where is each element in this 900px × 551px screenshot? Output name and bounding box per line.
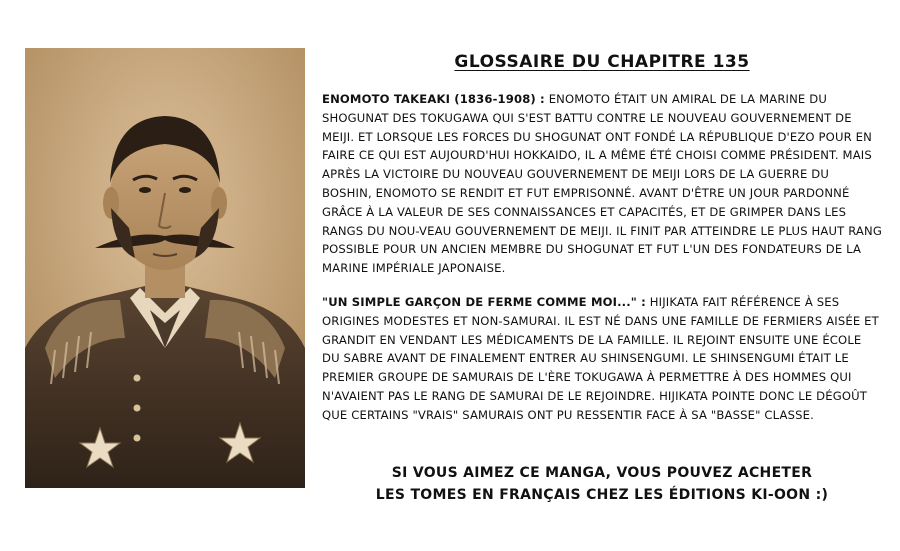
closing-line: SI VOUS AIMEZ CE MANGA, VOUS POUVEZ ACHETER xyxy=(391,465,813,481)
portrait-photo-enomoto-takeaki-icon xyxy=(25,48,305,488)
glossary-definition: HIJIKATA FAIT RÉFÉRENCE À SES ORIGINES MODESTES ET NON-SAMURAI. IL EST NÉ DANS UNE FAMILLE DE FERMIERS AISÉE ET GRANDIT EN VENDANT LES MÉDICAMENTS DE LA FAMILLE. IL REJOINT ENSUITE UNE ÉCOLE DU SABRE AVANT DE FINALEMENT ENTRER AU SHINSENGUMI. LE SHINSENGUMI ÉTAIT LE PREMIER GROUPE DE SAMURAIS DE L'ÈRE TOKUGAWA À PERMETTRE À DES HOMMES QUI N'AVAIENT PAS LE RANG DE SAMURAI DE LE REJOINDRE. HIJIKATA POINTE DONC LE DÉGOÛT QUE CERTAINS "VRAIS" SAMURAIS ONT PU RESSENTIR FACE À SA "BASSE" CLASSE. xyxy=(322,294,879,422)
closing-message xyxy=(322,462,882,506)
portrait-photo xyxy=(25,48,305,488)
glossary-title: GLOSSAIRE DU CHAPITRE 135 xyxy=(454,52,750,72)
glossary-definition: ENOMOTO ÉTAIT UN AMIRAL DE LA MARINE DU SHOGUNAT DES TOKUGAWA QUI S'EST BATTU CONTRE LE NOUVEAU GOUVERNEMENT DE MEIJI. ET LORSQUE LES FORCES DU SHOGUNAT ONT FONDÉ LA RÉPUBLIQUE D'EZO POUR EN FAIRE CE QUI EST AUJOURD'HUI HOKKAIDO, IL A MÊME ÉTÉ CHOISI COMME PRÉSIDENT. MAIS APRÈS LA VICTOIRE DU NOUVEAU GOUVERNEMENT DE MEIJI LORS DE LA GUERRE DU BOSHIN, ENOMOTO SE RENDIT ET FUT EMPRISONNÉ. AVANT D'ÊTRE UN JOUR PARDONNÉ GRÂCE À LA VALEUR DE SES CONNAISSANCES ET CAPACITÉS, ET DE GRIMPER DANS LES RANGS DU NOU-VEAU GOUVERNEMENT DE MEIJI. IL FINIT PAR ATTEINDRE LE PLUS HAUT RANG POSSIBLE POUR UN ANCIEN MEMBRE DU SHOGUNAT ET FUT L'UN DES FONDATEURS DE LA MARINE IMPÉRIALE JAPONAISE. xyxy=(322,92,882,276)
glossary-panel xyxy=(322,52,882,425)
glossary-entry xyxy=(322,90,882,278)
glossary-term: ENOMOTO TAKEAKI (1836-1908) : xyxy=(322,92,545,106)
glossary-entry xyxy=(322,293,882,425)
closing-line: LES TOMES EN FRANÇAIS CHEZ LES ÉDITIONS KI-OON :) xyxy=(375,487,829,503)
glossary-term: "UN SIMPLE GARÇON DE FERME COMME MOI..." : xyxy=(322,294,646,309)
